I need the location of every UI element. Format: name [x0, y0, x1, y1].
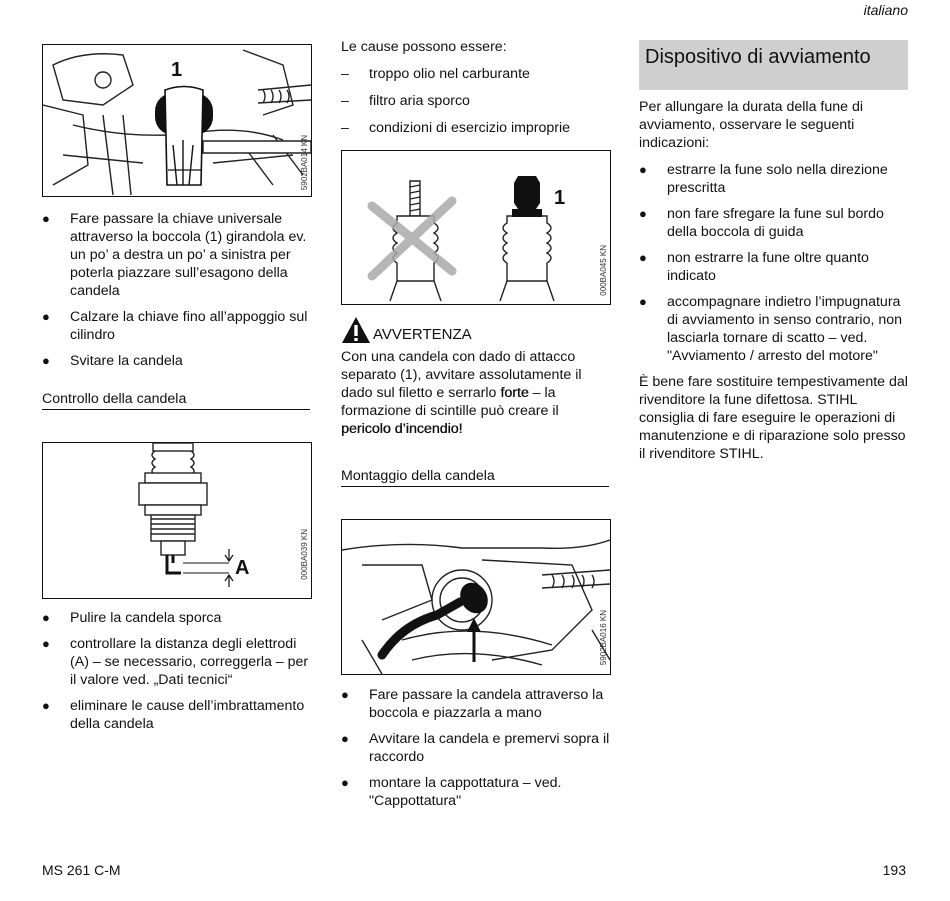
warning-title: AVVERTENZA	[373, 326, 472, 343]
list-item: ● eliminare le cause dell’imbrattamento della candela	[42, 697, 312, 733]
spark-plug-comparison-illustration	[342, 151, 610, 304]
figure-label-a: A	[235, 557, 250, 579]
list-item: ● Pulire la candela sporca	[42, 609, 312, 627]
figure-label-1: 1	[554, 187, 566, 209]
col1-bullets-2	[42, 609, 312, 741]
spark-plug-mounting-illustration	[342, 520, 610, 674]
col3-content	[639, 98, 911, 463]
list-item: ● montare la cappottatura – ved. "Cappottatura"	[341, 774, 611, 810]
warning-text: Con una candela con dado di attacco separato (1), avvitare assolutamente il dado sul filetto e serrarlo forte – la formazione di scintille può creare il pericolo d’incendio!	[341, 349, 582, 437]
figure-spark-plug-nut	[341, 150, 611, 305]
list-item: ● controllare la distanza degli elettrodi (A) – se necessario, correggerla – per il valore ved. „Dati tecnici“	[42, 635, 312, 689]
section-title-spark-plug-check: Controllo della candela	[42, 391, 310, 410]
list-item: – troppo olio nel carburante	[341, 65, 611, 83]
intro-text: Per allungare la durata della fune di avviamento, osservare le seguenti indicazioni:	[639, 99, 864, 151]
figure-mounting-spark-plug	[341, 519, 611, 675]
spark-plug-gap-illustration	[43, 443, 311, 598]
col1-bullets-1	[42, 210, 312, 378]
col2-causes	[341, 38, 611, 146]
list-item: – filtro aria sporco	[341, 92, 611, 110]
section-heading-box	[639, 40, 908, 90]
col2-bullets	[341, 686, 611, 818]
figure-electrode-gap	[42, 442, 312, 599]
closing-text: È bene fare sostituire tempestivamente dal rivenditore la fune difettosa. STIHL consiglia di fare eseguire le operazioni di manutenzione e di riparazione solo presso il rivenditore STIHL.	[639, 374, 908, 462]
list-item: ● Svitare la candela	[42, 352, 312, 370]
list-item: ● Fare passare la chiave universale attraverso la boccola (1) girandola ev. un po’ a destra un po’ a sinistra per poterla piazzare sull’esagono della candela	[42, 210, 312, 300]
figure-label-1: 1	[171, 59, 183, 81]
list-item: ● non estrarre la fune oltre quanto indicato	[639, 249, 911, 285]
list-item: – condizioni di esercizio improprie	[341, 119, 611, 137]
footer-model: MS 261 C-M	[42, 862, 121, 878]
list-item: ● Fare passare la candela attraverso la boccola e piazzarla a mano	[341, 686, 611, 722]
list-item: ● accompagnare indietro l’impugnatura di avviamento in senso contrario, non lasciarla tornare di scatto – ved. "Avviamento / arresto del motore"	[639, 293, 911, 365]
warning-block	[341, 316, 611, 438]
page-number: 193	[882, 862, 906, 878]
list-item: ● Calzare la chiave fino all’appoggio sul cilindro	[42, 308, 312, 344]
figure-spanner-on-plug	[42, 44, 312, 197]
list-item: ● estrarre la fune solo nella direzione prescritta	[639, 161, 911, 197]
figure-code: 5902BA016 KN	[599, 610, 608, 666]
figure-code: 000BA039 KN	[300, 529, 309, 580]
warning-triangle-icon	[341, 316, 371, 344]
causes-intro: Le cause possono essere:	[341, 39, 507, 55]
language-label: italiano	[863, 2, 908, 18]
figure-code: 5902BA014 KN	[300, 135, 309, 191]
section-title-spark-plug-mounting: Montaggio della candela	[341, 468, 609, 487]
section-heading: Dispositivo di avviamento	[645, 46, 871, 68]
list-item: ● non fare sfregare la fune sul bordo della boccola di guida	[639, 205, 911, 241]
list-item: ● Avvitare la candela e premervi sopra il raccordo	[341, 730, 611, 766]
figure-code: 000BA045 KN	[599, 245, 608, 296]
